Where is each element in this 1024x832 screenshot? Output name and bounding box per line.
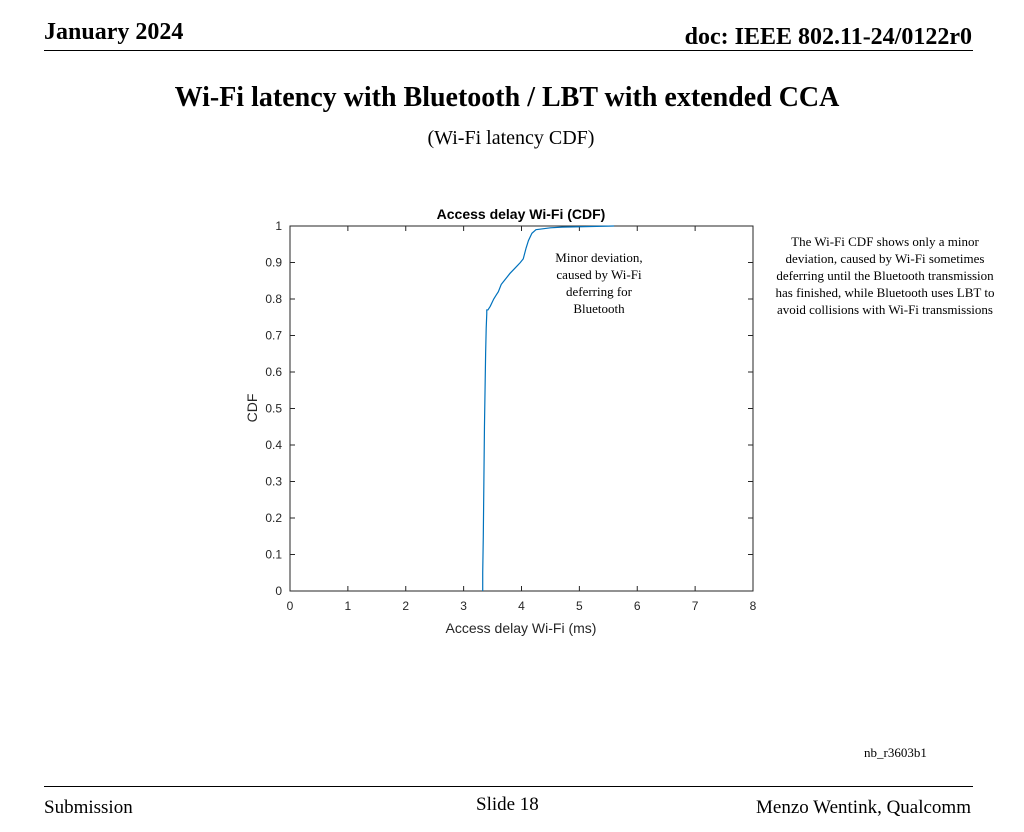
figure-reference: nb_r3603b1	[864, 745, 927, 760]
x-tick-label: 4	[518, 599, 525, 613]
x-axis-label: Access delay Wi-Fi (ms)	[445, 620, 597, 636]
x-tick-label: 5	[576, 599, 583, 613]
axis-ticks	[265, 219, 756, 613]
slide-title: Wi-Fi latency with Bluetooth / LBT with extended CCA	[174, 82, 840, 113]
header-divider	[44, 50, 973, 51]
x-tick-label: 8	[749, 599, 757, 613]
annotation-minor-deviation: Minor deviation, caused by Wi-Fi deferring for Bluetooth	[555, 250, 643, 316]
x-tick-label: 0	[286, 599, 294, 613]
x-tick-label: 3	[460, 599, 467, 613]
slide-subtitle: (Wi-Fi latency CDF)	[427, 127, 595, 149]
chart-title: Access delay Wi-Fi (CDF)	[436, 206, 606, 222]
annotation-explanation: The Wi-Fi CDF shows only a minor deviation, caused by Wi-Fi sometimes deferring until the Bluetooth transmission has finished, while Bluetooth uses LBT to avoid collisions with Wi-Fi transmissions	[775, 234, 995, 317]
y-tick-label: 0.5	[265, 401, 282, 416]
y-axis-label: CDF	[244, 393, 260, 423]
footer-slide-number: Slide 18	[476, 794, 539, 815]
y-tick-label: 0.8	[265, 292, 282, 306]
y-tick-label: 0.6	[265, 365, 282, 379]
footer-divider	[44, 786, 973, 787]
footer-submission: Submission	[44, 797, 133, 818]
y-tick-label: 0	[275, 584, 282, 598]
x-tick-label: 6	[633, 599, 641, 613]
y-tick-label: 0.1	[265, 547, 282, 562]
y-tick-label: 0.2	[265, 511, 282, 525]
y-tick-label: 0.7	[265, 328, 282, 343]
y-tick-label: 0.9	[265, 255, 282, 270]
header-date: January 2024	[44, 19, 184, 45]
x-tick-label: 7	[691, 599, 699, 613]
x-tick-label: 2	[402, 599, 410, 613]
y-tick-label: 1	[275, 219, 282, 233]
cdf-chart	[230, 200, 770, 640]
header-doc-id: doc: IEEE 802.11-24/0122r0	[684, 24, 972, 50]
footer-author: Menzo Wentink, Qualcomm	[756, 797, 971, 818]
y-tick-label: 0.4	[265, 438, 282, 452]
y-tick-label: 0.3	[265, 474, 282, 489]
plot-frame	[290, 226, 753, 591]
x-tick-label: 1	[344, 599, 352, 613]
